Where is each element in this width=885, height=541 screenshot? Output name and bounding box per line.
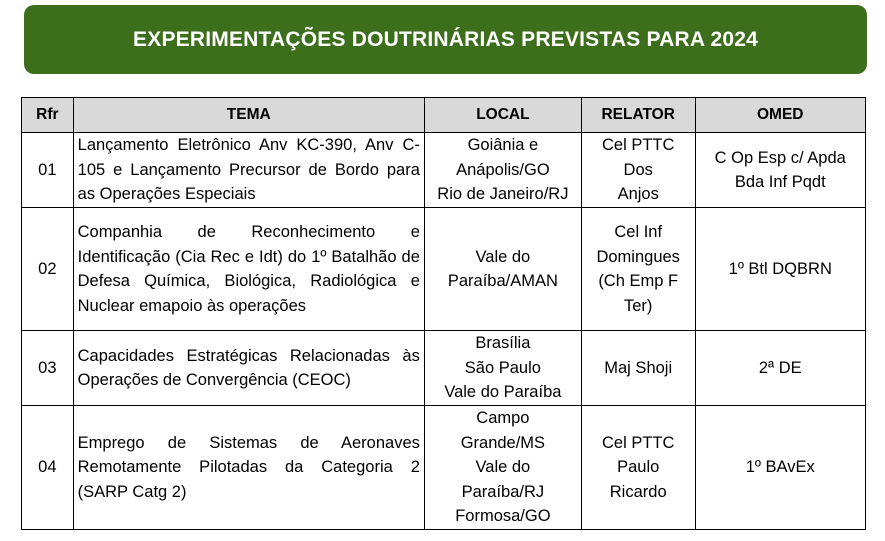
header-local: LOCAL [424, 98, 581, 133]
relator-line: Ricardo [609, 482, 667, 501]
cell-rfr: 02 [22, 208, 74, 331]
local-line: Paraíba/RJ [461, 482, 545, 501]
local-line: Vale do Paraíba [444, 383, 562, 402]
cell-rfr: 04 [22, 406, 74, 530]
local-line: Anápolis/GO [456, 160, 550, 179]
relator-line: Maj Shoji [604, 358, 673, 377]
page-title: EXPERIMENTAÇÕES DOUTRINÁRIAS PREVISTAS PARA 2024 [133, 27, 758, 51]
local-line: Vale do [475, 247, 531, 266]
relator-line: (Ch Emp F [598, 272, 679, 290]
local-line: Campo [476, 409, 530, 427]
cell-relator [581, 208, 695, 331]
table-header-row [22, 98, 866, 133]
header-rfr: Rfr [22, 98, 74, 133]
relator-line: Cel PTTC Dos [601, 136, 675, 179]
header-tema: TEMA [73, 98, 424, 133]
local-line: Vale do [475, 458, 531, 476]
table-row [22, 331, 866, 406]
relator-line: Paulo [617, 458, 660, 476]
cell-local [424, 406, 581, 530]
cell-relator [581, 133, 695, 208]
experimentation-table [21, 97, 866, 530]
local-line: Grande/MS [460, 433, 546, 452]
cell-omed [695, 406, 865, 530]
header-relator: RELATOR [581, 98, 695, 133]
cell-tema: Capacidades Estratégicas Relacionadas às Operações de Convergência (CEOC) [73, 331, 424, 406]
omed-line: 1º BAvEx [745, 458, 815, 476]
relator-line: Cel PTTC [601, 433, 675, 452]
local-line: São Paulo [464, 358, 541, 377]
cell-omed [695, 208, 865, 331]
local-line: Rio de Janeiro/RJ [437, 185, 569, 204]
cell-local [424, 208, 581, 331]
cell-relator [581, 406, 695, 530]
table-row [22, 208, 866, 331]
cell-rfr: 03 [22, 331, 74, 406]
cell-local [424, 331, 581, 406]
local-line: Formosa/GO [455, 507, 551, 525]
cell-relator [581, 331, 695, 406]
relator-line: Ter) [623, 296, 653, 315]
cell-local [424, 133, 581, 208]
local-line: Brasília [475, 334, 531, 353]
local-line: Paraíba/AMAN [447, 272, 558, 290]
omed-line: C Op Esp c/ Apda [714, 148, 846, 167]
relator-line: Anjos [617, 185, 659, 204]
relator-line: Cel Inf [614, 223, 663, 241]
cell-rfr: 01 [22, 133, 74, 208]
cell-tema: Emprego de Sistemas de Aeronaves Remotamente Pilotadas da Categoria 2 (SARP Catg 2) [73, 406, 424, 530]
cell-omed [695, 133, 865, 208]
title-banner [24, 5, 867, 74]
cell-omed [695, 331, 865, 406]
table-row [22, 133, 866, 208]
omed-line: 2ª DE [758, 358, 802, 377]
cell-tema: Companhia de Reconhecimento e Identificação (Cia Rec e Idt) do 1º Batalhão de Defesa Química, Biológica, Radiológica e Nuclear emapoio às operações [73, 208, 424, 331]
local-line: Goiânia e [467, 136, 539, 155]
omed-line: Bda Inf Pqdt [734, 173, 826, 191]
header-omed: OMED [695, 98, 865, 133]
table-row [22, 406, 866, 530]
cell-tema: Lançamento Eletrônico Anv KC-390, Anv C-105 e Lançamento Precursor de Bordo para as Operações Especiais [73, 133, 424, 208]
relator-line: Domingues [596, 247, 680, 266]
omed-line: 1º Btl DQBRN [728, 259, 832, 278]
